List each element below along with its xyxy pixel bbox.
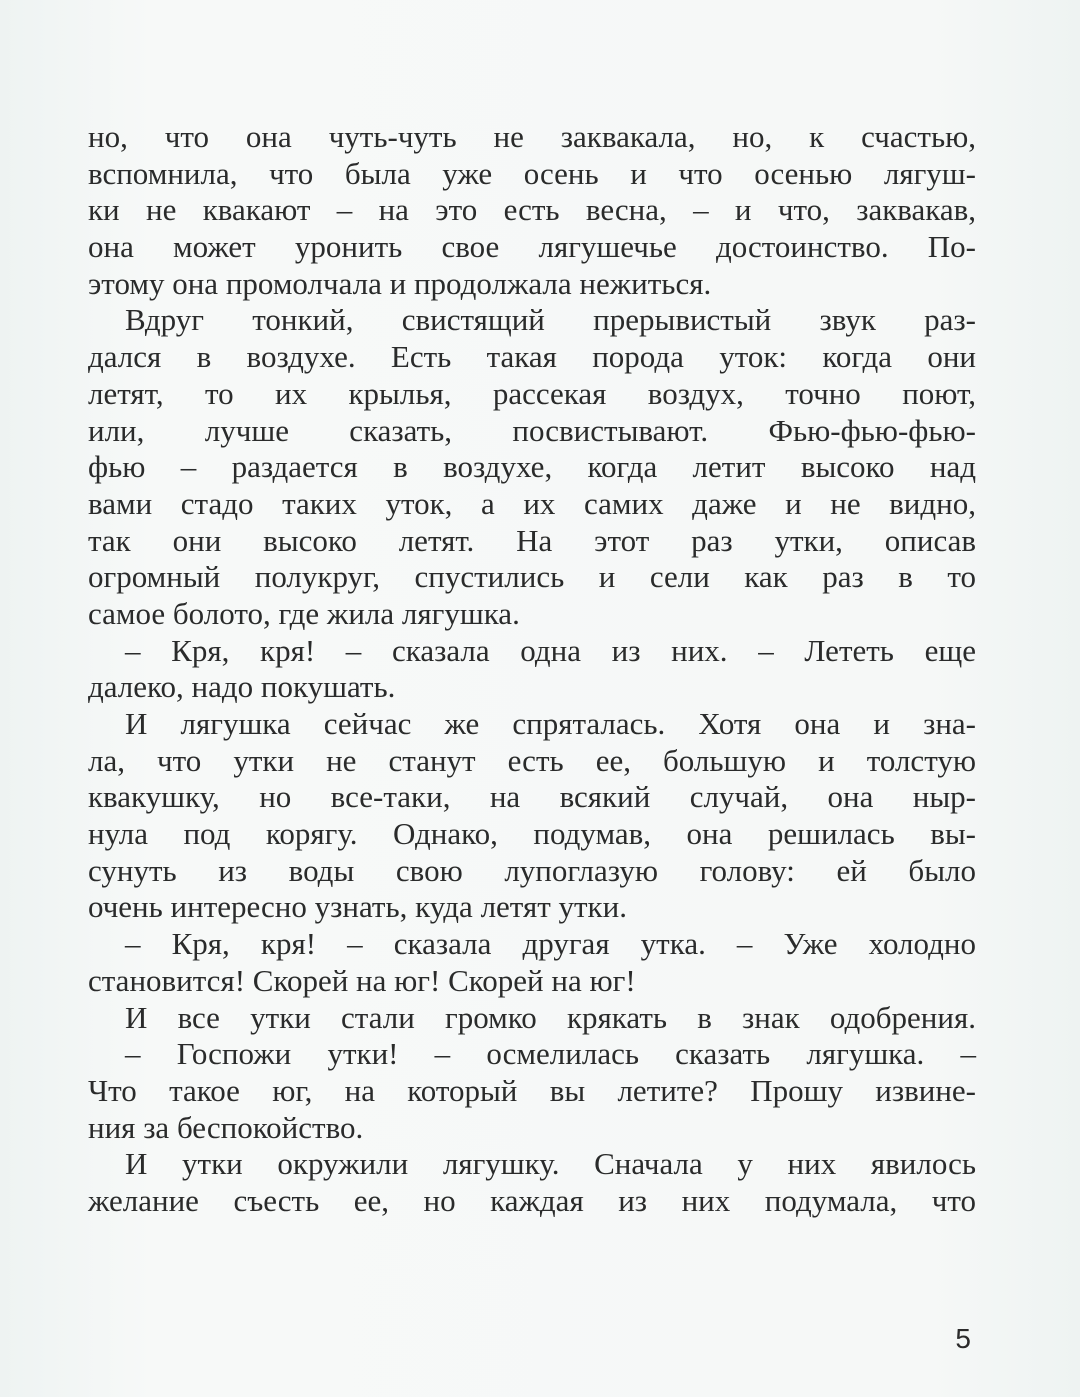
text-line: она может уронить свое лягушечье достоинство. По-	[88, 229, 976, 265]
text-line: ла, что утки не станут есть ее, большую и толстую	[88, 742, 976, 778]
text-line: ния за беспокойство.	[88, 1109, 364, 1145]
text-line: – Кря, кря! – сказала одна из них. – Лететь еще	[125, 632, 976, 668]
text-line: И все утки стали громко крякать в знак одобрения.	[125, 999, 976, 1035]
text-line: этому она промолчала и продолжала нежиться.	[88, 265, 712, 301]
text-line: летят, то их крылья, рассекая воздух, точно поют,	[88, 375, 976, 411]
text-line: фью – раздается в воздухе, когда летит высоко над	[88, 449, 976, 485]
text-line: очень интересно узнать, куда летят утки.	[88, 889, 627, 925]
text-line: огромный полукруг, спустились и сели как раз в то	[88, 559, 976, 595]
text-line: ки не квакают – на это есть весна, – и что, заквакав,	[88, 192, 976, 228]
text-line: или, лучше сказать, посвистывают. Фью-фью-фью-	[88, 412, 976, 448]
page-number: 5	[955, 1323, 971, 1354]
text-line: – Кря, кря! – сказала другая утка. – Уже холодно	[125, 926, 976, 962]
text-line: становится! Скорей на юг! Скорей на юг!	[88, 962, 636, 998]
text-line: дался в воздухе. Есть такая порода уток: когда они	[88, 339, 976, 375]
text-line: Что такое юг, на который вы летите? Прошу извине-	[88, 1072, 976, 1108]
text-line: Вдруг тонкий, свистящий прерывистый звук раз-	[125, 302, 976, 338]
text-line: вами стадо таких уток, а их самих даже и не видно,	[88, 485, 976, 521]
text-line: желание съесть ее, но каждая из них подумала, что	[88, 1182, 976, 1218]
text-line: – Госпожи утки! – осмелилась сказать лягушка. –	[125, 1036, 976, 1072]
text-line: И лягушка сейчас же спряталась. Хотя она и зна-	[125, 706, 976, 741]
text-line: квакушку, но все-таки, на всякий случай, она ныр-	[88, 779, 976, 815]
text-line: самое болото, где жила лягушка.	[88, 595, 520, 631]
text-line: И утки окружили лягушку. Сначала у них явилось	[125, 1146, 976, 1182]
page-text	[88, 119, 976, 1220]
text-line: так они высоко летят. На этот раз утки, описав	[88, 522, 976, 558]
text-line: вспомнила, что была уже осень и что осенью лягуш-	[88, 155, 976, 191]
text-line: сунуть из воды свою лупоглазую голову: ей было	[88, 852, 976, 888]
text-line: нула под корягу. Однако, подумав, она решилась вы-	[88, 816, 976, 852]
text-line: далеко, надо покушать.	[88, 669, 396, 705]
text-line: но, что она чуть-чуть не заквакала, но, к счастью,	[88, 119, 976, 154]
